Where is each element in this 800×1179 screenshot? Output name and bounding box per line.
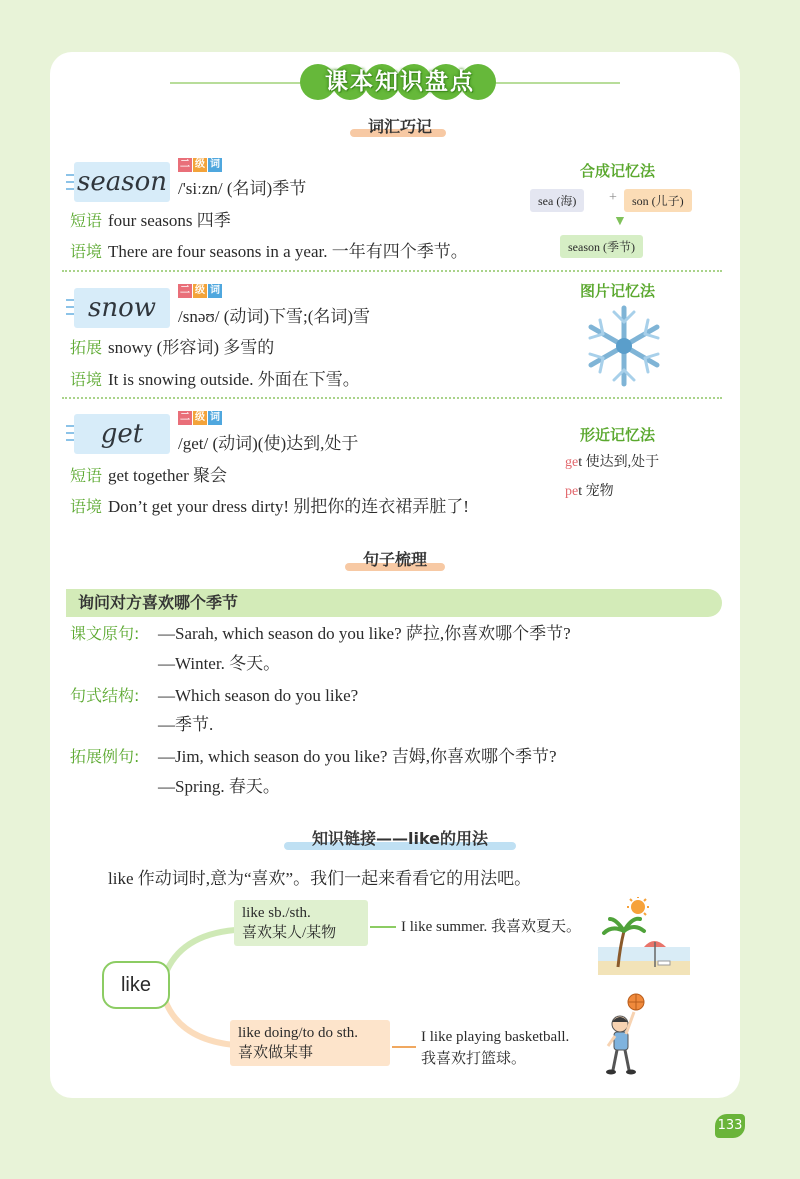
row-label: 语境 xyxy=(70,242,103,261)
badge-char: 二 xyxy=(180,412,190,423)
sentence-section-title: 句子梳理 xyxy=(362,550,427,569)
branch-like-sth xyxy=(234,900,368,946)
branch-link xyxy=(370,926,396,928)
badge-char: 词 xyxy=(210,412,220,423)
sentence-line: —Sarah, which season do you like? 萨拉,你喜欢哪个季节? xyxy=(158,624,571,643)
row-label: 句式结构: xyxy=(70,686,140,705)
level-badge xyxy=(178,284,222,298)
sentence-label xyxy=(70,685,145,707)
memory-method-title: 图片记忆法 xyxy=(580,282,656,300)
sentence-line: —Jim, which season do you like? 吉姆,你喜欢哪个季节? xyxy=(158,747,557,766)
row-text: Don’t get your dress dirty! 别把你的连衣裙弄脏了! xyxy=(108,497,469,516)
badge-char: 级 xyxy=(195,159,205,170)
rest: t 宠物 xyxy=(578,484,614,499)
knowledge-intro: like 作动词时,意为“喜欢”。我们一起来看看它的用法吧。 xyxy=(108,869,532,888)
word-card-season: season xyxy=(74,162,170,202)
level-badge xyxy=(178,411,222,425)
row-label: 语境 xyxy=(70,497,103,516)
row-text: It is snowing outside. 外面在下雪。 xyxy=(108,370,360,389)
row-label: 语境 xyxy=(70,370,103,389)
sentence-line: —Spring. 春天。 xyxy=(158,777,280,796)
row-label: 短语 xyxy=(70,211,103,230)
branch-en: like sb./sth. xyxy=(242,905,311,921)
highlight: ge xyxy=(565,455,579,470)
divider xyxy=(62,397,722,399)
sentence-line: —Winter. 冬天。 xyxy=(158,654,281,673)
level-badge xyxy=(178,158,222,172)
badge-char: 级 xyxy=(195,412,205,423)
phrase-row xyxy=(70,210,231,232)
sentence-label xyxy=(70,623,145,645)
plus-sign: + xyxy=(609,190,617,205)
memory-method-title: 形近记忆法 xyxy=(580,426,656,444)
knowledge-section-title: 知识链接——like的用法 xyxy=(311,829,489,848)
rest: t 使达到,处于 xyxy=(578,455,660,470)
similar-word-get xyxy=(565,452,659,474)
page-number: 133 xyxy=(715,1114,745,1138)
context-row xyxy=(70,496,469,518)
word-definition: /snəʊ/ (动词)下雪;(名词)雪 xyxy=(178,307,371,326)
row-label: 课文原句: xyxy=(70,624,140,643)
snowflake-icon xyxy=(582,304,666,388)
mem-result: season (季节) xyxy=(560,235,643,258)
mem-part-son: son (儿子) xyxy=(624,189,692,212)
badge-char: 二 xyxy=(180,285,190,296)
vocab-section-title: 词汇巧记 xyxy=(367,117,432,136)
row-label: 短语 xyxy=(70,466,103,485)
beach-illustration xyxy=(598,897,690,977)
extension-row xyxy=(70,337,274,359)
branch-en: like doing/to do sth. xyxy=(238,1025,358,1041)
mindmap-center: like xyxy=(102,961,170,1009)
branch2-example-zh: 我喜欢打篮球。 xyxy=(421,1051,527,1067)
branch-zh: 喜欢做某事 xyxy=(238,1045,314,1061)
arrow-down-icon: ▼ xyxy=(613,214,627,229)
basketball-boy-illustration xyxy=(596,990,656,1080)
branch-link xyxy=(392,1046,416,1048)
branch2-example-en: I like playing basketball. xyxy=(421,1029,570,1045)
row-text: snowy (形容词) 多雪的 xyxy=(108,338,275,357)
row-label: 拓展 xyxy=(70,338,103,357)
divider xyxy=(62,270,722,272)
branch-like-doing xyxy=(230,1020,390,1066)
context-row xyxy=(70,241,468,263)
sentence-label xyxy=(70,746,145,768)
row-label: 拓展例句: xyxy=(70,747,140,766)
row-text: four seasons 四季 xyxy=(108,211,231,230)
badge-char: 二 xyxy=(180,159,190,170)
topic-bar: 询问对方喜欢哪个季节 xyxy=(66,589,722,617)
row-text: get together 聚会 xyxy=(108,466,227,485)
similar-word-pet xyxy=(565,481,614,503)
badge-char: 词 xyxy=(210,285,220,296)
mindmap-connectors xyxy=(160,915,240,1065)
highlight: pe xyxy=(565,484,579,499)
context-row xyxy=(70,369,360,391)
sentence-line: —季节. xyxy=(158,715,214,734)
word-card-snow: snow xyxy=(74,288,170,328)
word-definition: /get/ (动词)(使)达到,处于 xyxy=(178,434,359,453)
row-text: There are four seasons in a year. 一年有四个季节。 xyxy=(108,242,468,261)
phrase-row xyxy=(70,465,227,487)
mem-part-sea: sea (海) xyxy=(530,189,584,212)
badge-char: 词 xyxy=(210,159,220,170)
page-title: 课本知识盘点 xyxy=(325,69,475,95)
word-definition: /'siːzn/ (名词)季节 xyxy=(178,179,307,198)
branch-zh: 喜欢某人/某物 xyxy=(242,925,337,941)
badge-char: 级 xyxy=(195,285,205,296)
sentence-line: —Which season do you like? xyxy=(158,686,359,705)
memory-method-title: 合成记忆法 xyxy=(580,162,656,180)
branch1-example: I like summer. 我喜欢夏天。 xyxy=(401,919,581,935)
word-card-get: get xyxy=(74,414,170,454)
